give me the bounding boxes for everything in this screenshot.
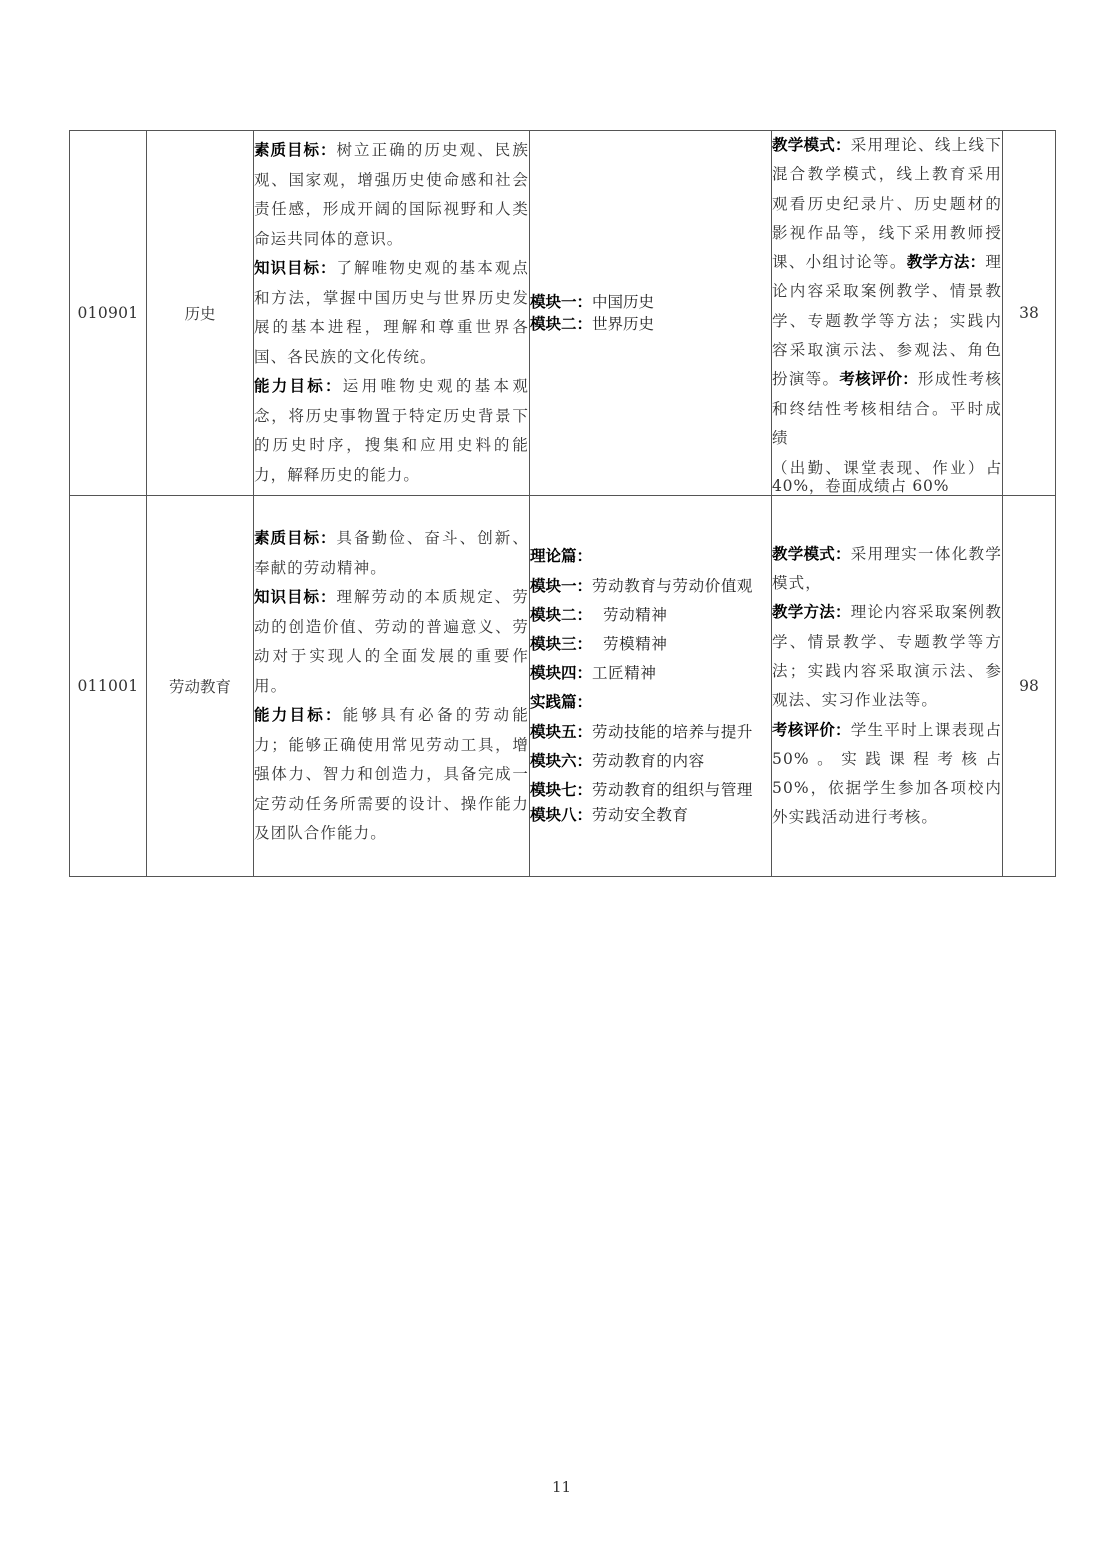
module-item bbox=[530, 601, 771, 630]
module-label: 模块六： bbox=[530, 752, 593, 771]
page-number: 11 bbox=[551, 1478, 572, 1496]
ability-goal-text: 能够具有必备的劳动能力；能够正确使用常见劳动工具，增强体力、智力和创造力，具备完成一定劳动任务所需要的设计、操作能力及团队合作能力。 bbox=[254, 706, 529, 843]
module-label: 模块七： bbox=[530, 781, 593, 800]
knowledge-goal bbox=[254, 254, 529, 372]
module-text: 劳动教育与劳动价值观 bbox=[592, 577, 754, 596]
section-label: 实践篇： bbox=[530, 693, 593, 712]
method-paragraph bbox=[772, 131, 1002, 453]
teaching-method bbox=[772, 496, 1003, 877]
module-text: 劳模精神 bbox=[592, 635, 668, 654]
section-heading-theory bbox=[530, 542, 771, 571]
course-goals bbox=[254, 496, 530, 877]
method-text: 理论内容采取案例教学、情景教学、专题教学等方法；实践内容采取演示法、参观法、实习作业法等。 bbox=[772, 603, 1002, 710]
mode-label: 教学模式： bbox=[772, 136, 851, 154]
eval-paragraph bbox=[772, 716, 1002, 833]
ability-goal bbox=[254, 372, 529, 490]
module-text: 劳动教育的内容 bbox=[592, 752, 705, 771]
module-label: 模块一： bbox=[530, 293, 593, 312]
section-label: 理论篇： bbox=[530, 547, 593, 566]
mode-label: 教学模式： bbox=[772, 544, 851, 563]
quality-goal bbox=[254, 136, 529, 254]
module-item bbox=[530, 291, 771, 313]
module-text: 中国历史 bbox=[592, 293, 655, 312]
knowledge-goal-label: 知识目标： bbox=[254, 259, 337, 278]
method-label: 教学方法： bbox=[772, 603, 851, 622]
course-goals bbox=[254, 131, 530, 496]
mode-paragraph bbox=[772, 540, 1002, 599]
course-code: 010901 bbox=[70, 131, 147, 496]
method-text: 理论内容采取案例教学、情景教学、专题教学等方法；实践内容采取演示法、参观法、角色扮演等。 bbox=[772, 253, 1002, 389]
knowledge-goal-text: 理解劳动的本质规定、劳动的创造价值、劳动的普遍意义、劳动对于实现人的全面发展的重要作用。 bbox=[254, 588, 529, 695]
teaching-method bbox=[772, 131, 1003, 496]
module-item bbox=[530, 571, 771, 601]
eval-text: 学生平时上课表现占 50%。实践课程考核占 50%，依据学生参加各项校内外实践活动进行考核。 bbox=[772, 720, 1002, 827]
mode-text: 采用理论、线上线下混合教学模式，线上教育采用观看历史纪录片、历史题材的影视作品等，线下采用教师授课、小组讨论等。 bbox=[772, 136, 1002, 272]
course-hours: 98 bbox=[1003, 496, 1056, 877]
ability-goal bbox=[254, 701, 529, 849]
module-label: 模块四： bbox=[530, 664, 593, 683]
ability-goal-label: 能力目标： bbox=[254, 706, 343, 725]
course-table bbox=[69, 130, 1056, 877]
module-item bbox=[530, 717, 771, 747]
module-label: 模块二： bbox=[530, 315, 593, 334]
module-item bbox=[530, 659, 771, 688]
eval-label: 考核评价： bbox=[839, 370, 919, 389]
quality-goal-text: 树立正确的历史观、民族观、国家观，增强历史使命感和社会责任感，形成开阔的国际视野和人类命运共同体的意识。 bbox=[254, 141, 529, 248]
module-text: 劳动技能的培养与提升 bbox=[592, 723, 754, 742]
section-heading-practice bbox=[530, 688, 771, 717]
module-item bbox=[530, 630, 771, 659]
knowledge-goal bbox=[254, 583, 529, 701]
table-row bbox=[70, 131, 1056, 496]
mode-text: 采用理实一体化教学模式， bbox=[772, 544, 1002, 593]
course-hours: 38 bbox=[1003, 131, 1056, 496]
module-text: 世界历史 bbox=[592, 315, 655, 334]
ability-goal-text: 运用唯物史观的基本观念，将历史事物置于特定历史背景下的历史时序，搜集和应用史料的能力，解释历史的能力。 bbox=[254, 377, 529, 484]
module-label: 模块三： bbox=[530, 635, 593, 654]
module-text: 劳动精神 bbox=[592, 606, 668, 625]
quality-goal bbox=[254, 524, 529, 583]
module-label: 模块二： bbox=[530, 606, 593, 625]
module-text: 劳动教育的组织与管理 bbox=[592, 781, 754, 800]
course-name: 历史 bbox=[147, 131, 254, 496]
course-content bbox=[530, 496, 772, 877]
module-item bbox=[530, 780, 771, 801]
table-row bbox=[70, 496, 1056, 877]
method-paragraph bbox=[772, 598, 1002, 715]
ability-goal-label: 能力目标： bbox=[254, 377, 343, 396]
module-text: 劳动安全教育 bbox=[592, 806, 689, 825]
module-item bbox=[530, 801, 771, 830]
module-label: 模块五： bbox=[530, 723, 593, 742]
method-label: 教学方法： bbox=[906, 253, 986, 272]
quality-goal-label: 素质目标： bbox=[254, 141, 337, 160]
course-code: 011001 bbox=[70, 496, 147, 877]
module-item bbox=[530, 313, 771, 335]
knowledge-goal-text: 了解唯物史观的基本观点和方法，掌握中国历史与世界历史发展的基本进程，理解和尊重世界各国、各民族的文化传统。 bbox=[254, 259, 529, 366]
quality-goal-text: 具备勤俭、奋斗、创新、奉献的劳动精神。 bbox=[254, 529, 529, 577]
module-text: 工匠精神 bbox=[592, 664, 657, 683]
module-item bbox=[530, 747, 771, 776]
course-content bbox=[530, 131, 772, 496]
quality-goal-label: 素质目标： bbox=[254, 529, 337, 548]
eval-tail: （出勤、课堂表现、作业）占 40%，卷面成绩占 60% bbox=[772, 459, 1002, 496]
course-name: 劳动教育 bbox=[147, 496, 254, 877]
eval-text: 形成性考核和终结性考核相结合。平时成绩 bbox=[772, 370, 1002, 447]
module-label: 模块八： bbox=[530, 806, 593, 825]
eval-label: 考核评价： bbox=[772, 720, 851, 739]
knowledge-goal-label: 知识目标： bbox=[254, 588, 337, 607]
module-label: 模块一： bbox=[530, 577, 593, 596]
